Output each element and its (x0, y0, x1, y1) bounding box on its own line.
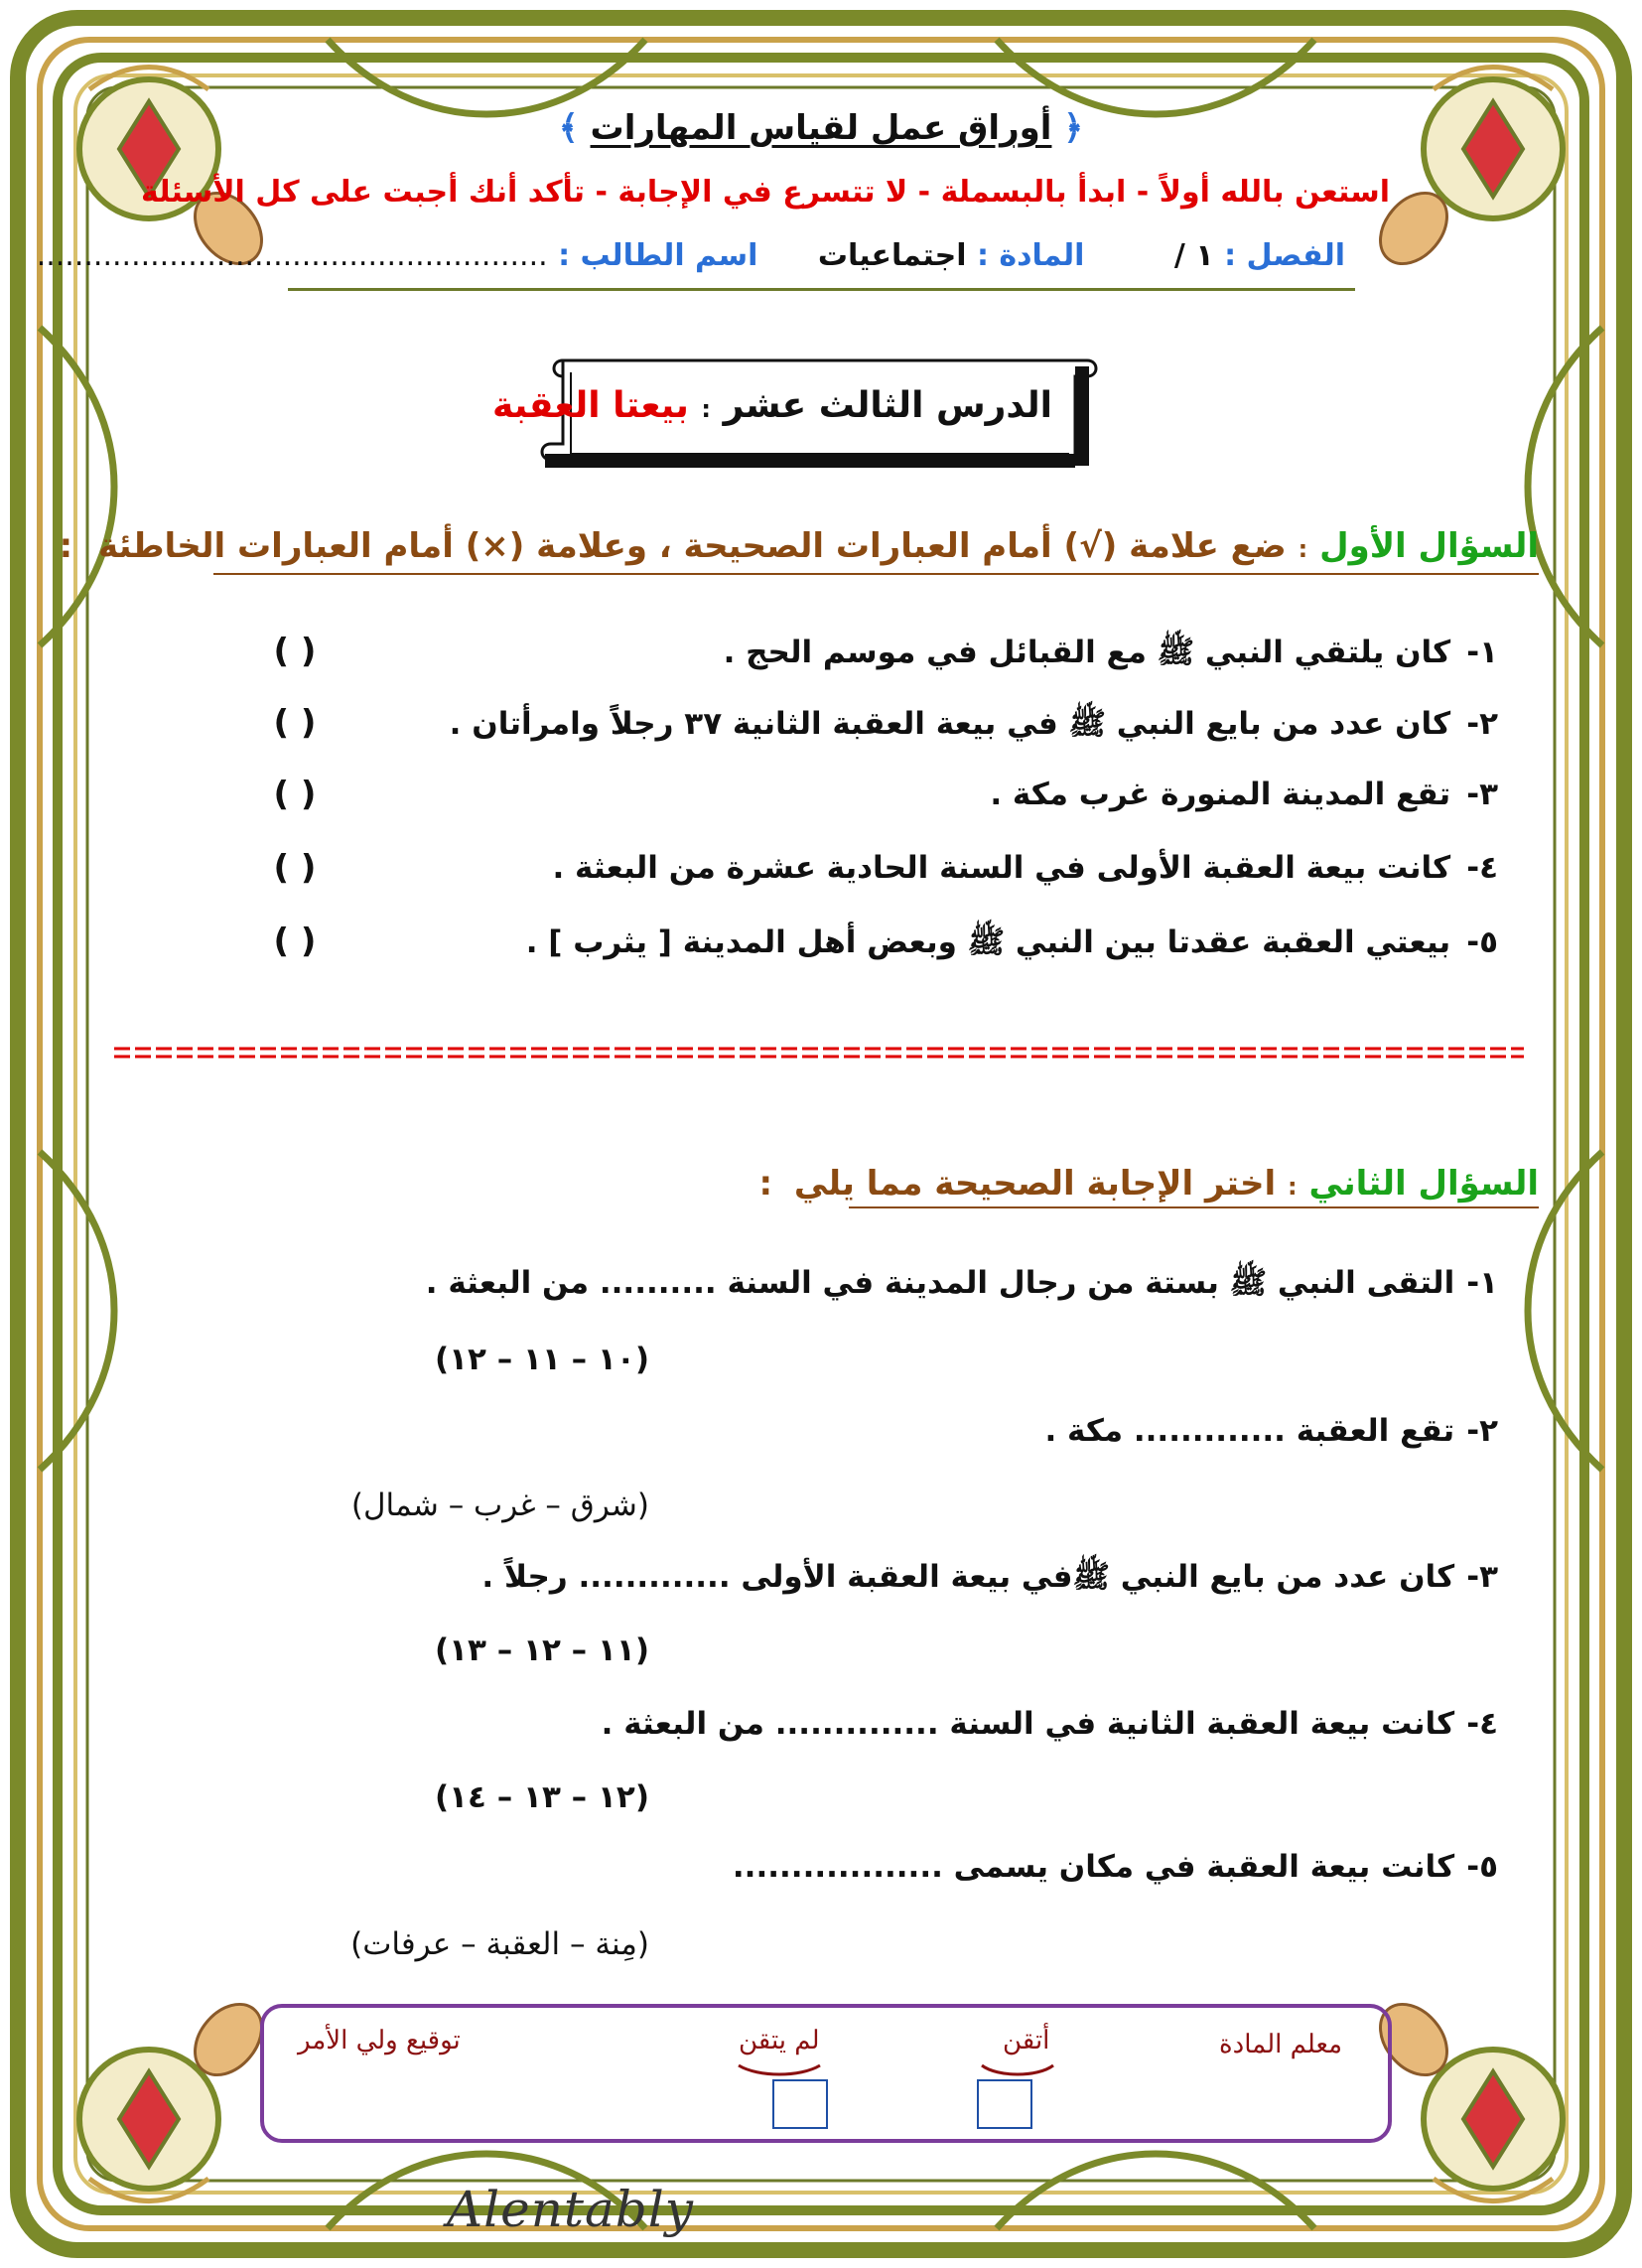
q1-text-5: بيعتي العقبة عقدتا بين النبي ﷺ وبعض أهل المدينة [ يثرب ] . (525, 924, 1451, 960)
q1-underline (213, 573, 1539, 575)
q1-heading (59, 526, 1539, 566)
q2-num-5: ٥- (1466, 1849, 1498, 1885)
q2-text-4: كانت بيعة العقبة الثانية في السنة .............. من البعثة . (601, 1706, 1455, 1742)
not-mastered-flourish (735, 2061, 824, 2077)
q2-heading (758, 1164, 1539, 1204)
q1-answer-box-3[interactable]: ( ) (273, 775, 317, 814)
mastered-checkbox[interactable] (977, 2079, 1032, 2129)
q1-end: : (59, 526, 73, 566)
not-mastered-checkbox[interactable] (772, 2079, 828, 2129)
bracket-left-ornament: ﴾ (558, 108, 579, 148)
q1-answer-box-5[interactable]: ( ) (273, 921, 317, 961)
q1-sep: : (1298, 535, 1308, 563)
lesson-label: الدرس الثالث عشر (723, 385, 1052, 426)
q2-question-2 (1044, 1413, 1498, 1449)
parent-signature-label: توقيع ولي الأمر (298, 2026, 461, 2055)
q1-statement-1 (724, 634, 1498, 678)
q2-options-5: (مِنة – العقبة – عرفات) (350, 1926, 649, 1962)
q1-num-4: ٤- (1466, 850, 1498, 886)
q2-options-1: (١٠ – ١١ – ١٢) (434, 1342, 649, 1377)
q2-question-3 (481, 1558, 1498, 1603)
q1-num-5: ٥- (1466, 924, 1498, 960)
q2-num-2: ٢- (1466, 1413, 1498, 1449)
q1-num-3: ٣- (1466, 777, 1498, 812)
lesson-title (491, 385, 1052, 426)
q2-options-2: (شرق – غرب – شمال) (350, 1488, 649, 1523)
q2-instruction: اختر الإجابة الصحيحة مما يلي (793, 1164, 1277, 1204)
q1-statement-4 (552, 850, 1498, 886)
q2-num-3: ٣- (1466, 1559, 1498, 1595)
q2-question-1 (426, 1264, 1498, 1309)
teacher-label: معلم المادة (1219, 2030, 1342, 2059)
q2-text-3: كان عدد من بايع النبي ﷺفي بيعة العقبة الأولى ............. رجلاً . (481, 1559, 1455, 1595)
mastered-flourish (978, 2061, 1057, 2077)
q1-answer-box-2[interactable]: ( ) (273, 703, 317, 743)
q2-num-1: ١- (1466, 1265, 1498, 1301)
subject-label: المادة : (976, 238, 1085, 273)
class-value: ١ / (1173, 238, 1214, 273)
class-label: الفصل : (1224, 238, 1345, 273)
lesson-name: بيعتا العقبة (491, 385, 689, 426)
section-separator (114, 1045, 1524, 1059)
q1-num-2: ٢- (1466, 706, 1498, 742)
q1-answer-box-1[interactable]: ( ) (273, 632, 317, 671)
student-info-line (36, 238, 1345, 273)
q2-end: : (758, 1164, 773, 1204)
q2-num-4: ٤- (1466, 1706, 1498, 1742)
q1-statement-2 (450, 705, 1498, 750)
q2-question-5 (733, 1849, 1498, 1885)
q1-statement-3 (990, 777, 1498, 812)
not-mastered-label: لم يتقن (739, 2026, 820, 2055)
bracket-right-ornament: ﴿ (1063, 108, 1084, 148)
q1-statement-5 (526, 923, 1498, 968)
q2-sep: : (1287, 1173, 1298, 1201)
q1-answer-box-4[interactable]: ( ) (273, 848, 317, 888)
worksheet-title (0, 107, 1642, 148)
q1-text-3: تقع المدينة المنورة غرب مكة . (990, 777, 1451, 812)
q2-text-2: تقع العقبة ............. مكة . (1044, 1413, 1455, 1449)
q1-instruction: ضع علامة (√) أمام العبارات الصحيحة ، وعلامة (×) أمام العبارات الخاطئة (97, 526, 1287, 566)
header-divider (288, 288, 1355, 291)
title-text: أوراق عمل لقياس المهارات (590, 108, 1052, 148)
q2-options-4: (١٢ – ١٣ – ١٤) (434, 1779, 649, 1815)
mastered-label: أتقن (1003, 2026, 1050, 2055)
q2-underline (849, 1206, 1539, 1208)
q2-number: السؤال الثاني (1308, 1164, 1539, 1204)
q2-text-5: كانت بيعة العقبة في مكان يسمى .................. (732, 1849, 1455, 1885)
q2-question-4 (602, 1706, 1498, 1742)
subject-value: اجتماعيات (817, 238, 967, 273)
q1-text-4: كانت بيعة العقبة الأولى في السنة الحادية عشرة من البعثة . (552, 850, 1451, 886)
lesson-sep: : (701, 395, 712, 423)
q1-num-1: ١- (1466, 635, 1498, 670)
q1-text-1: كان يلتقي النبي ﷺ مع القبائل في موسم الحج . (723, 635, 1451, 670)
student-name-label: اسم الطالب : (558, 238, 758, 273)
q2-options-3: (١١ – ١٢ – ١٣) (434, 1632, 649, 1668)
student-name-field[interactable]: ...................................................... (36, 238, 548, 273)
q1-number: السؤال الأول (1319, 526, 1539, 566)
q2-text-1: التقى النبي ﷺ بستة من رجال المدينة في السنة .......... من البعثة . (425, 1265, 1455, 1301)
watermark-signature: Alentably (447, 2181, 695, 2238)
instructions-line: استعن بالله أولاً - ابدأ بالبسملة - لا تتسرع في الإجابة - تأكد أنك أجبت على كل الأسئلة (141, 175, 1390, 210)
q1-text-2: كان عدد من بايع النبي ﷺ في بيعة العقبة الثانية ٣٧ رجلاً وامرأتان . (449, 706, 1451, 742)
